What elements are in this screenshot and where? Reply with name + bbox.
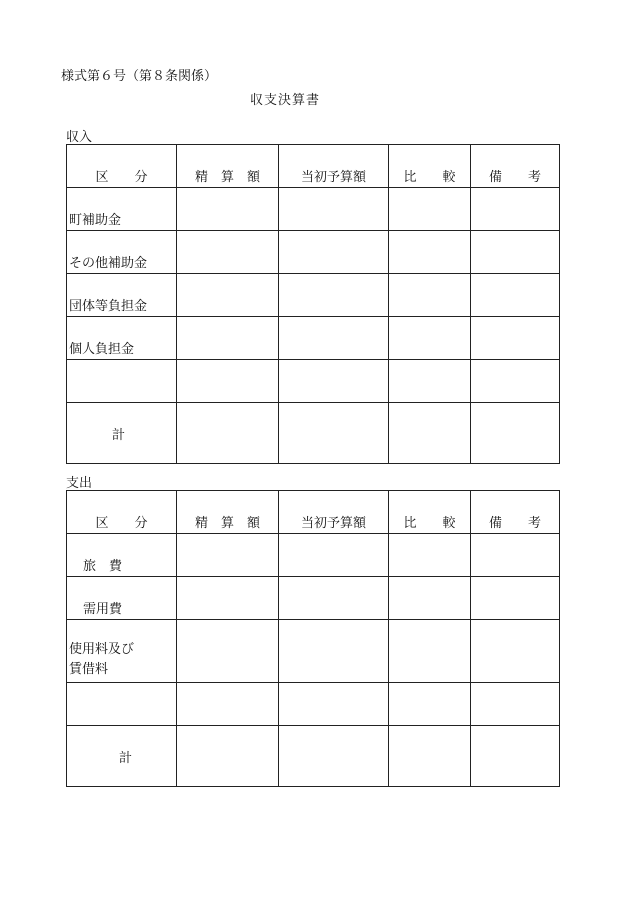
- expense-header-row: [67, 491, 560, 534]
- income-total-row: [67, 403, 560, 464]
- remarks-cell[interactable]: [471, 188, 560, 231]
- row-label: その他補助金: [67, 231, 177, 274]
- remarks-cell[interactable]: [471, 231, 560, 274]
- compare-cell[interactable]: [389, 317, 471, 360]
- row-label-line-2: 賃借料: [69, 662, 109, 677]
- row-label: 旅 費: [67, 534, 177, 577]
- settled-cell[interactable]: [177, 683, 279, 726]
- remarks-cell[interactable]: [471, 620, 560, 683]
- settled-cell[interactable]: [177, 274, 279, 317]
- table-row: [67, 360, 560, 403]
- settled-cell[interactable]: [177, 620, 279, 683]
- row-label: 団体等負担金: [67, 274, 177, 317]
- remarks-total-cell[interactable]: [471, 403, 560, 464]
- settled-cell[interactable]: [177, 577, 279, 620]
- total-label: 計: [67, 403, 177, 464]
- settled-cell[interactable]: [177, 534, 279, 577]
- compare-cell[interactable]: [389, 534, 471, 577]
- remarks-total-cell[interactable]: [471, 726, 560, 787]
- expense-table: [66, 490, 560, 787]
- budget-cell[interactable]: [279, 620, 389, 683]
- income-header-row: [67, 145, 560, 188]
- header-initial-budget: 当初予算額: [279, 145, 389, 188]
- compare-cell[interactable]: [389, 274, 471, 317]
- income-section-label: 収入: [66, 130, 93, 145]
- remarks-cell[interactable]: [471, 683, 560, 726]
- budget-cell[interactable]: [279, 534, 389, 577]
- row-label[interactable]: [67, 683, 177, 726]
- budget-cell[interactable]: [279, 231, 389, 274]
- budget-total-cell[interactable]: [279, 403, 389, 464]
- expense-total-row: [67, 726, 560, 787]
- budget-cell[interactable]: [279, 683, 389, 726]
- remarks-cell[interactable]: [471, 534, 560, 577]
- remarks-cell[interactable]: [471, 274, 560, 317]
- table-row: [67, 534, 560, 577]
- settled-cell[interactable]: [177, 188, 279, 231]
- expense-section-label: 支出: [66, 476, 93, 491]
- row-label: 町補助金: [67, 188, 177, 231]
- budget-cell[interactable]: [279, 360, 389, 403]
- row-label: 個人負担金: [67, 317, 177, 360]
- header-remarks: 備 考: [471, 145, 560, 188]
- budget-total-cell[interactable]: [279, 726, 389, 787]
- header-remarks: 備 考: [471, 491, 560, 534]
- compare-cell[interactable]: [389, 620, 471, 683]
- header-comparison: 比 較: [389, 491, 471, 534]
- remarks-cell[interactable]: [471, 317, 560, 360]
- remarks-cell[interactable]: [471, 360, 560, 403]
- form-number: 様式第６号（第８条関係）: [61, 69, 218, 84]
- budget-cell[interactable]: [279, 188, 389, 231]
- header-settled-amount: 精 算 額: [177, 491, 279, 534]
- row-label[interactable]: [67, 360, 177, 403]
- compare-cell[interactable]: [389, 683, 471, 726]
- settled-cell[interactable]: [177, 317, 279, 360]
- table-row: [67, 620, 560, 683]
- budget-cell[interactable]: [279, 317, 389, 360]
- compare-cell[interactable]: [389, 360, 471, 403]
- header-settled-amount: 精 算 額: [177, 145, 279, 188]
- settled-total-cell[interactable]: [177, 726, 279, 787]
- table-row: [67, 188, 560, 231]
- table-row: [67, 577, 560, 620]
- compare-total-cell[interactable]: [389, 403, 471, 464]
- settled-cell[interactable]: [177, 231, 279, 274]
- row-label-line-1: 使用料及び: [69, 642, 135, 657]
- compare-cell[interactable]: [389, 188, 471, 231]
- table-row: [67, 683, 560, 726]
- settled-total-cell[interactable]: [177, 403, 279, 464]
- row-label: [67, 620, 177, 683]
- settled-cell[interactable]: [177, 360, 279, 403]
- table-row: [67, 317, 560, 360]
- remarks-cell[interactable]: [471, 577, 560, 620]
- budget-cell[interactable]: [279, 577, 389, 620]
- table-row: [67, 231, 560, 274]
- budget-cell[interactable]: [279, 274, 389, 317]
- compare-cell[interactable]: [389, 577, 471, 620]
- compare-cell[interactable]: [389, 231, 471, 274]
- table-row: [67, 274, 560, 317]
- header-initial-budget: 当初予算額: [279, 491, 389, 534]
- income-table: [66, 144, 560, 464]
- header-category: 区 分: [67, 491, 177, 534]
- row-label: 需用費: [67, 577, 177, 620]
- compare-total-cell[interactable]: [389, 726, 471, 787]
- header-category: 区 分: [67, 145, 177, 188]
- total-label: 計: [67, 726, 177, 787]
- header-comparison: 比 較: [389, 145, 471, 188]
- document-title: 収支決算書: [250, 93, 321, 108]
